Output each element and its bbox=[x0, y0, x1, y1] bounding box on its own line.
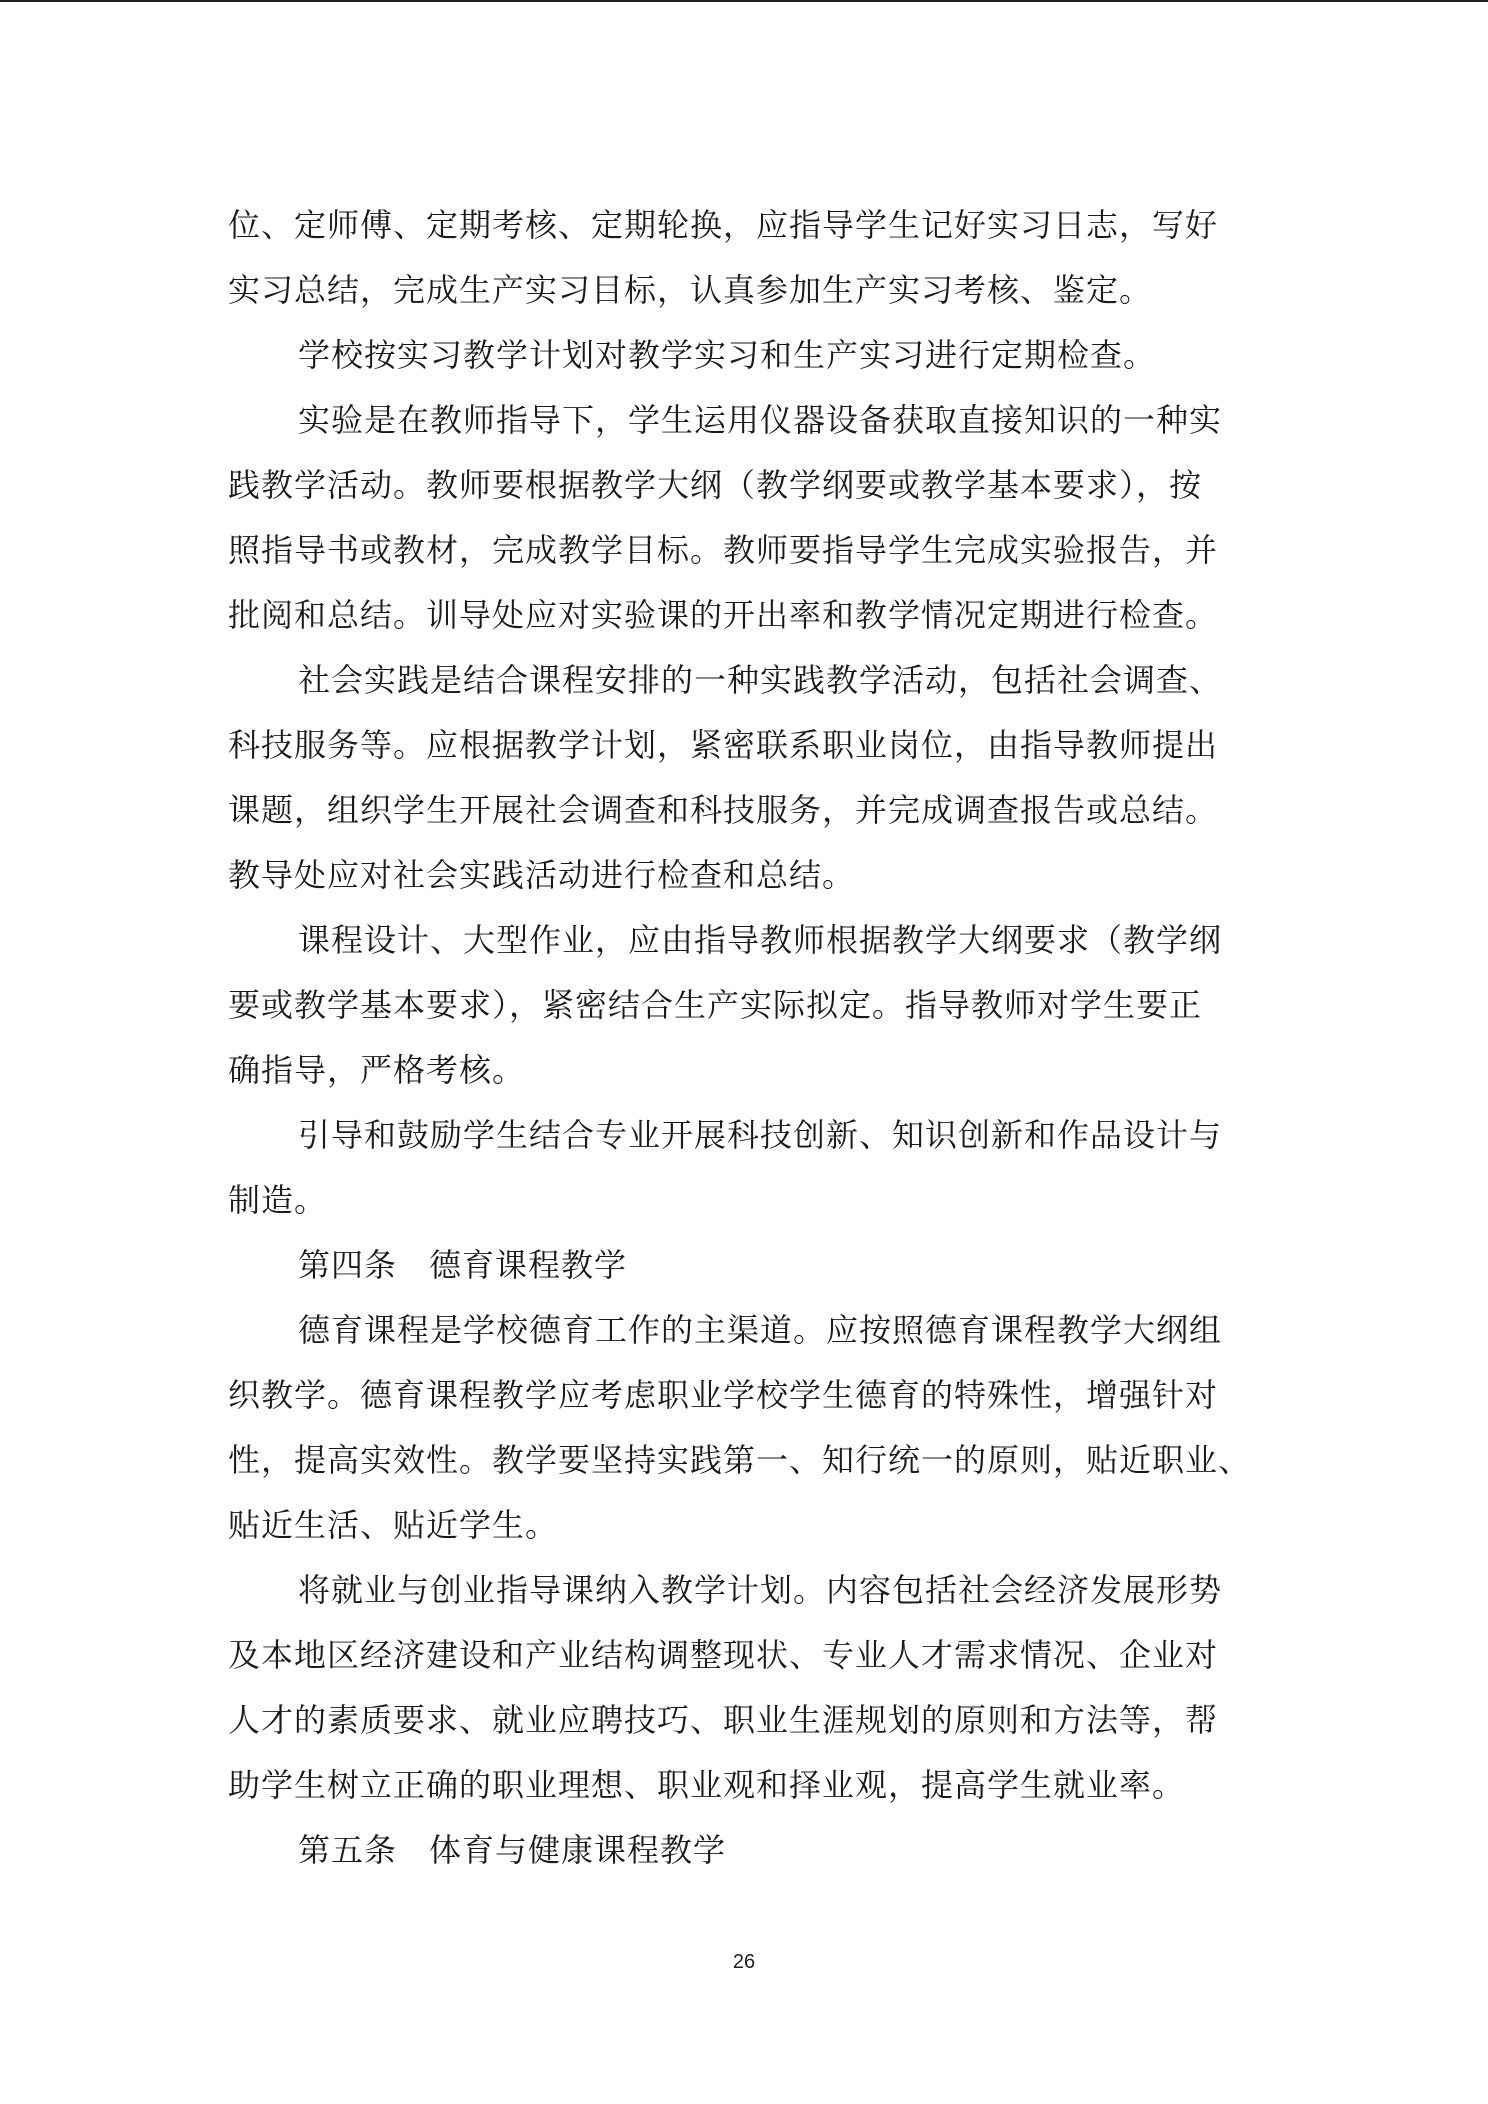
section-heading-number: 第四条 bbox=[298, 1246, 398, 1284]
paragraph-line: 批阅和总结。训导处应对实验课的开出率和教学情况定期进行检查。 bbox=[228, 596, 1219, 634]
paragraph-line: 助学生树立正确的职业理想、职业观和择业观，提高学生就业率。 bbox=[228, 1766, 1186, 1804]
paragraph-first-line: 社会实践是结合课程安排的一种实践教学活动，包括社会调查、 bbox=[298, 661, 1223, 699]
paragraph-line: 制造。 bbox=[228, 1181, 328, 1219]
paragraph-line: 教导处应对社会实践活动进行检查和总结。 bbox=[228, 856, 856, 894]
section-heading-title: 体育与健康课程教学 bbox=[429, 1831, 727, 1869]
paragraph-line: 位、定师傅、定期考核、定期轮换，应指导学生记好实习日志，写好 bbox=[228, 206, 1219, 244]
paragraph-first-line: 课程设计、大型作业，应由指导教师根据教学大纲要求（教学纲 bbox=[298, 921, 1223, 959]
paragraph-first-line: 引导和鼓励学生结合专业开展科技创新、知识创新和作品设计与 bbox=[298, 1116, 1223, 1154]
section-heading-number: 第五条 bbox=[298, 1831, 398, 1869]
paragraph-first-line: 德育课程是学校德育工作的主渠道。应按照德育课程教学大纲组 bbox=[298, 1311, 1223, 1349]
paragraph-first-line: 将就业与创业指导课纳入教学计划。内容包括社会经济发展形势 bbox=[298, 1571, 1223, 1609]
page-number: 26 bbox=[732, 1951, 756, 1973]
body-text bbox=[228, 193, 1268, 1883]
paragraph-line: 人才的素质要求、就业应聘技巧、职业生涯规划的原则和方法等，帮 bbox=[228, 1701, 1219, 1739]
top-border bbox=[0, 0, 1488, 2]
paragraph-line: 性，提高实效性。教学要坚持实践第一、知行统一的原则，贴近职业、 bbox=[228, 1441, 1252, 1479]
section-heading bbox=[228, 1818, 1268, 1883]
paragraph-line: 确指导，严格考核。 bbox=[228, 1051, 526, 1089]
paragraph-line: 践教学活动。教师要根据教学大纲（教学纲要或教学基本要求），按 bbox=[228, 466, 1203, 504]
paragraph-line: 织教学。德育课程教学应考虑职业学校学生德育的特殊性，增强针对 bbox=[228, 1376, 1219, 1414]
section-heading bbox=[228, 1233, 1268, 1298]
paragraph-line: 课题，组织学生开展社会调查和科技服务，并完成调查报告或总结。 bbox=[228, 791, 1219, 829]
paragraph-line: 及本地区经济建设和产业结构调整现状、专业人才需求情况、企业对 bbox=[228, 1636, 1219, 1674]
paragraph-line: 照指导书或教材，完成教学目标。教师要指导学生完成实验报告，并 bbox=[228, 531, 1219, 569]
paragraph-line: 实习总结，完成生产实习目标，认真参加生产实习考核、鉴定。 bbox=[228, 271, 1153, 309]
paragraph-line: 贴近生活、贴近学生。 bbox=[228, 1506, 559, 1544]
paragraph-line: 科技服务等。应根据教学计划，紧密联系职业岗位，由指导教师提出 bbox=[228, 726, 1219, 764]
paragraph-line: 要或教学基本要求），紧密结合生产实际拟定。指导教师对学生要正 bbox=[228, 986, 1203, 1024]
paragraph-first-line: 实验是在教师指导下，学生运用仪器设备获取直接知识的一种实 bbox=[298, 401, 1223, 439]
section-heading-title: 德育课程教学 bbox=[429, 1246, 628, 1284]
paragraph-first-line: 学校按实习教学计划对教学实习和生产实习进行定期检查。 bbox=[298, 336, 1157, 374]
